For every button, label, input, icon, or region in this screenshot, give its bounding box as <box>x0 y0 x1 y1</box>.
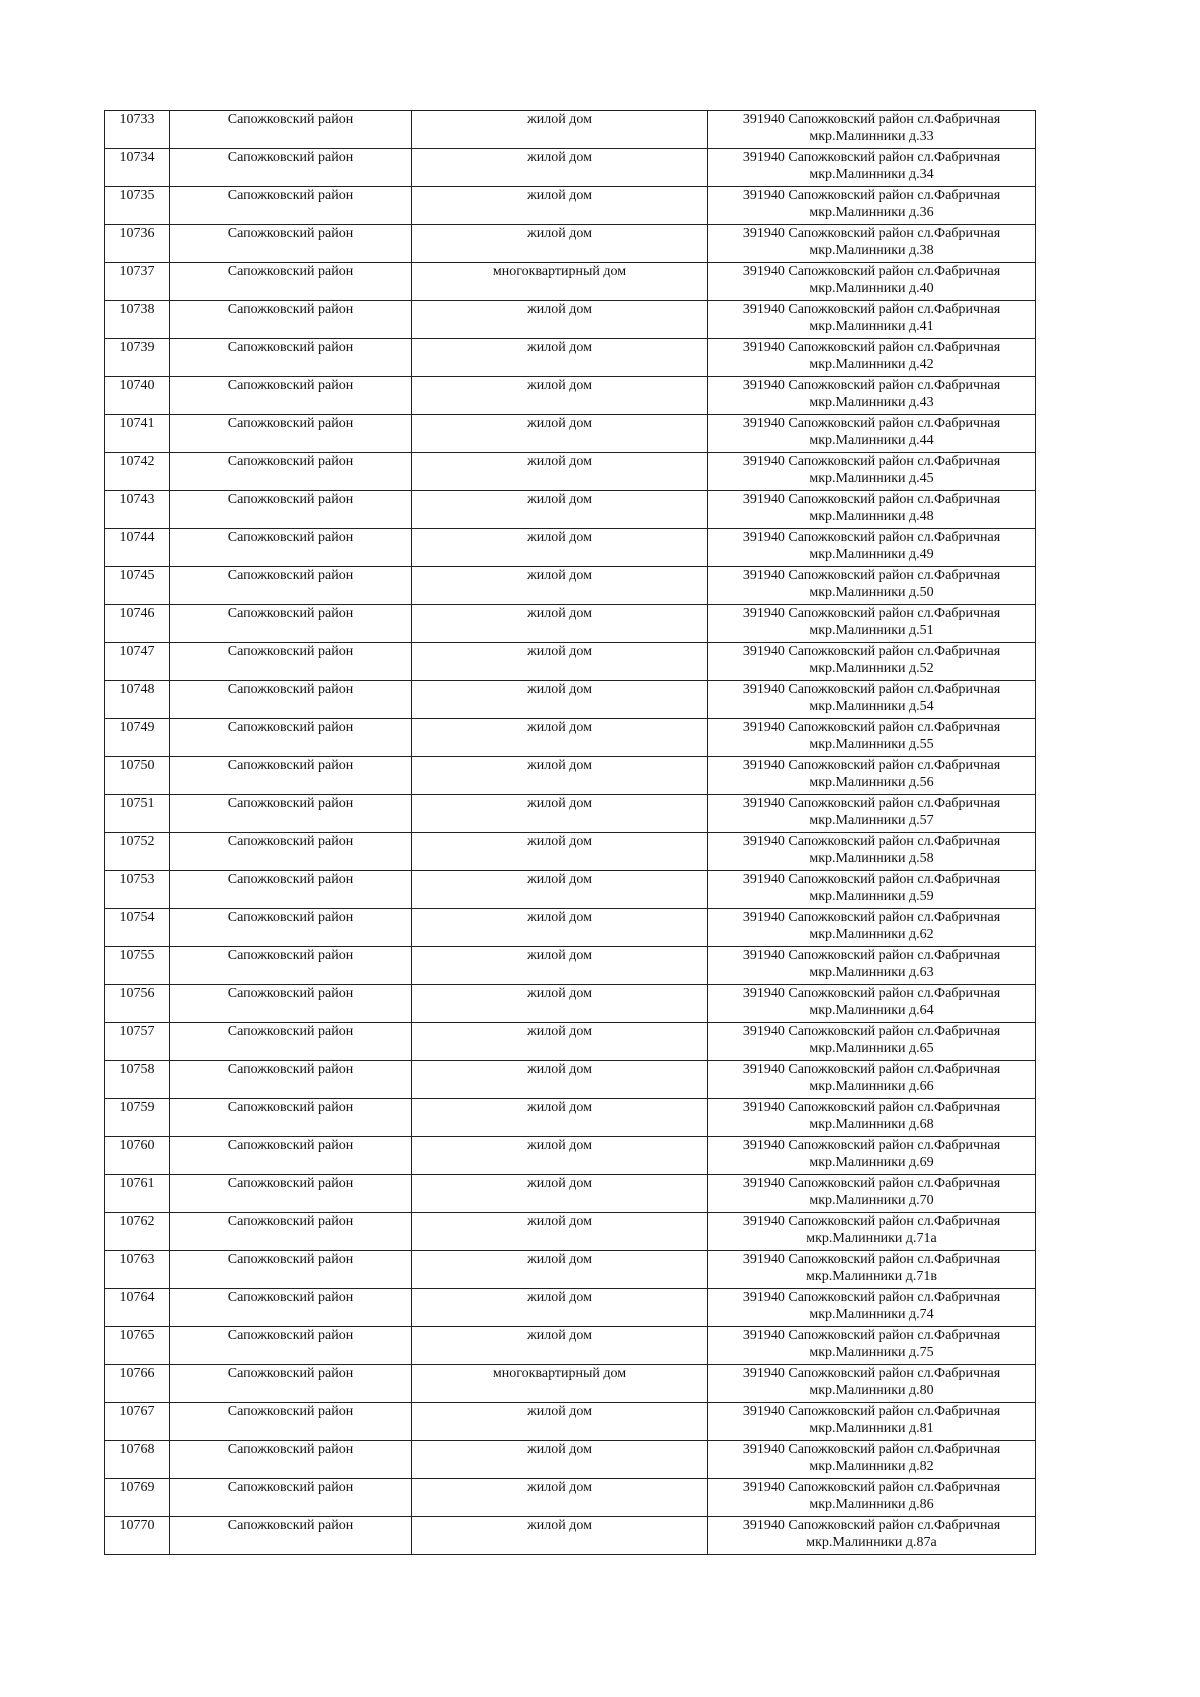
address-line-2: мкр.Малинники д.75 <box>809 1345 934 1360</box>
district-cell: Сапожковский район <box>170 529 412 567</box>
building-type-cell: жилой дом <box>412 1137 708 1175</box>
address-line-1: 391940 Сапожковский район сл.Фабричная <box>742 150 1001 165</box>
row-number-cell: 10749 <box>105 719 170 757</box>
address-line-2: мкр.Малинники д.62 <box>809 927 934 942</box>
district-cell: Сапожковский район <box>170 567 412 605</box>
row-number-cell: 10758 <box>105 1061 170 1099</box>
table-row <box>105 491 1036 529</box>
address-line-2: мкр.Малинники д.71а <box>806 1231 937 1246</box>
row-number-cell: 10735 <box>105 187 170 225</box>
row-number-cell: 10750 <box>105 757 170 795</box>
address-line-1: 391940 Сапожковский район сл.Фабричная <box>742 1518 1001 1533</box>
district-cell: Сапожковский район <box>170 111 412 149</box>
address-line-1: 391940 Сапожковский район сл.Фабричная <box>742 454 1001 469</box>
address-cell <box>708 1061 1036 1099</box>
address-line-1: 391940 Сапожковский район сл.Фабричная <box>742 1442 1001 1457</box>
district-cell: Сапожковский район <box>170 719 412 757</box>
building-type-cell: жилой дом <box>412 1061 708 1099</box>
table-row <box>105 301 1036 339</box>
address-line-1: 391940 Сапожковский район сл.Фабричная <box>742 986 1001 1001</box>
address-cell <box>708 377 1036 415</box>
address-line-2: мкр.Малинники д.69 <box>809 1155 934 1170</box>
table-row <box>105 909 1036 947</box>
district-cell: Сапожковский район <box>170 1099 412 1137</box>
row-number-cell: 10764 <box>105 1289 170 1327</box>
building-type-cell: жилой дом <box>412 491 708 529</box>
row-number-cell: 10743 <box>105 491 170 529</box>
row-number-cell: 10756 <box>105 985 170 1023</box>
table-row <box>105 1213 1036 1251</box>
row-number-cell: 10747 <box>105 643 170 681</box>
district-cell: Сапожковский район <box>170 1327 412 1365</box>
address-line-2: мкр.Малинники д.63 <box>809 965 934 980</box>
building-type-cell: жилой дом <box>412 567 708 605</box>
address-line-2: мкр.Малинники д.81 <box>809 1421 934 1436</box>
district-cell: Сапожковский район <box>170 491 412 529</box>
table-row <box>105 681 1036 719</box>
building-type-cell: жилой дом <box>412 339 708 377</box>
address-line-1: 391940 Сапожковский район сл.Фабричная <box>742 1328 1001 1343</box>
building-type-cell: жилой дом <box>412 985 708 1023</box>
address-cell <box>708 111 1036 149</box>
address-line-1: 391940 Сапожковский район сл.Фабричная <box>742 1214 1001 1229</box>
district-cell: Сапожковский район <box>170 833 412 871</box>
address-line-1: 391940 Сапожковский район сл.Фабричная <box>742 758 1001 773</box>
building-type-cell: жилой дом <box>412 1327 708 1365</box>
table-body <box>105 111 1036 1555</box>
address-line-2: мкр.Малинники д.50 <box>809 585 934 600</box>
row-number-cell: 10745 <box>105 567 170 605</box>
building-type-cell: жилой дом <box>412 1251 708 1289</box>
building-type-cell: жилой дом <box>412 643 708 681</box>
row-number-cell: 10755 <box>105 947 170 985</box>
address-line-1: 391940 Сапожковский район сл.Фабричная <box>742 416 1001 431</box>
address-line-1: 391940 Сапожковский район сл.Фабричная <box>742 872 1001 887</box>
table-row <box>105 1061 1036 1099</box>
row-number-cell: 10744 <box>105 529 170 567</box>
address-line-2: мкр.Малинники д.66 <box>809 1079 934 1094</box>
row-number-cell: 10767 <box>105 1403 170 1441</box>
address-line-2: мкр.Малинники д.70 <box>809 1193 934 1208</box>
table-row <box>105 1289 1036 1327</box>
table-row <box>105 415 1036 453</box>
address-line-2: мкр.Малинники д.54 <box>809 699 934 714</box>
address-cell <box>708 681 1036 719</box>
address-cell <box>708 1175 1036 1213</box>
address-cell <box>708 1327 1036 1365</box>
address-line-2: мкр.Малинники д.44 <box>809 433 934 448</box>
building-type-cell: жилой дом <box>412 1213 708 1251</box>
address-line-2: мкр.Малинники д.49 <box>809 547 934 562</box>
district-cell: Сапожковский район <box>170 1251 412 1289</box>
address-cell <box>708 1403 1036 1441</box>
table-row <box>105 757 1036 795</box>
address-line-1: 391940 Сапожковский район сл.Фабричная <box>742 606 1001 621</box>
address-line-1: 391940 Сапожковский район сл.Фабричная <box>742 302 1001 317</box>
table-row <box>105 187 1036 225</box>
address-line-1: 391940 Сапожковский район сл.Фабричная <box>742 682 1001 697</box>
row-number-cell: 10751 <box>105 795 170 833</box>
address-cell <box>708 985 1036 1023</box>
address-line-2: мкр.Малинники д.51 <box>809 623 934 638</box>
district-cell: Сапожковский район <box>170 149 412 187</box>
building-type-cell: жилой дом <box>412 415 708 453</box>
address-line-2: мкр.Малинники д.43 <box>809 395 934 410</box>
table-row <box>105 1403 1036 1441</box>
building-type-cell: жилой дом <box>412 909 708 947</box>
district-cell: Сапожковский район <box>170 377 412 415</box>
district-cell: Сапожковский район <box>170 263 412 301</box>
building-type-cell: жилой дом <box>412 111 708 149</box>
district-cell: Сапожковский район <box>170 225 412 263</box>
building-type-cell: жилой дом <box>412 1175 708 1213</box>
building-type-cell: жилой дом <box>412 301 708 339</box>
address-line-2: мкр.Малинники д.65 <box>809 1041 934 1056</box>
row-number-cell: 10763 <box>105 1251 170 1289</box>
building-type-cell: жилой дом <box>412 1479 708 1517</box>
table-row <box>105 1327 1036 1365</box>
address-line-2: мкр.Малинники д.80 <box>809 1383 934 1398</box>
address-line-1: 391940 Сапожковский район сл.Фабричная <box>742 1176 1001 1191</box>
address-cell <box>708 1099 1036 1137</box>
building-type-cell: жилой дом <box>412 1099 708 1137</box>
address-cell <box>708 453 1036 491</box>
address-line-1: 391940 Сапожковский район сл.Фабричная <box>742 1062 1001 1077</box>
table-row <box>105 1175 1036 1213</box>
building-type-cell: жилой дом <box>412 187 708 225</box>
table-row <box>105 377 1036 415</box>
table-row <box>105 225 1036 263</box>
address-line-1: 391940 Сапожковский район сл.Фабричная <box>742 1404 1001 1419</box>
table-row <box>105 263 1036 301</box>
address-line-1: 391940 Сапожковский район сл.Фабричная <box>742 1290 1001 1305</box>
address-line-2: мкр.Малинники д.56 <box>809 775 934 790</box>
table-row <box>105 1517 1036 1555</box>
address-line-1: 391940 Сапожковский район сл.Фабричная <box>742 1024 1001 1039</box>
building-type-cell: жилой дом <box>412 1441 708 1479</box>
table-row <box>105 453 1036 491</box>
address-cell <box>708 871 1036 909</box>
district-cell: Сапожковский район <box>170 871 412 909</box>
address-line-2: мкр.Малинники д.33 <box>809 129 934 144</box>
district-cell: Сапожковский район <box>170 1441 412 1479</box>
row-number-cell: 10740 <box>105 377 170 415</box>
district-cell: Сапожковский район <box>170 187 412 225</box>
address-line-2: мкр.Малинники д.55 <box>809 737 934 752</box>
row-number-cell: 10734 <box>105 149 170 187</box>
building-type-cell: жилой дом <box>412 719 708 757</box>
row-number-cell: 10736 <box>105 225 170 263</box>
address-line-1: 391940 Сапожковский район сл.Фабричная <box>742 796 1001 811</box>
address-cell <box>708 491 1036 529</box>
row-number-cell: 10752 <box>105 833 170 871</box>
table-row <box>105 529 1036 567</box>
address-line-1: 391940 Сапожковский район сл.Фабричная <box>742 188 1001 203</box>
address-cell <box>708 1289 1036 1327</box>
table-row <box>105 947 1036 985</box>
row-number-cell: 10733 <box>105 111 170 149</box>
building-type-cell: жилой дом <box>412 453 708 491</box>
district-cell: Сапожковский район <box>170 985 412 1023</box>
row-number-cell: 10766 <box>105 1365 170 1403</box>
row-number-cell: 10770 <box>105 1517 170 1555</box>
address-line-1: 391940 Сапожковский район сл.Фабричная <box>742 948 1001 963</box>
address-line-2: мкр.Малинники д.41 <box>809 319 934 334</box>
row-number-cell: 10746 <box>105 605 170 643</box>
address-line-2: мкр.Малинники д.74 <box>809 1307 934 1322</box>
table-row <box>105 985 1036 1023</box>
table-row <box>105 1137 1036 1175</box>
address-line-1: 391940 Сапожковский район сл.Фабричная <box>742 910 1001 925</box>
table-row <box>105 339 1036 377</box>
address-line-1: 391940 Сапожковский район сл.Фабричная <box>742 834 1001 849</box>
building-type-cell: жилой дом <box>412 529 708 567</box>
address-cell <box>708 415 1036 453</box>
address-line-2: мкр.Малинники д.68 <box>809 1117 934 1132</box>
building-type-cell: жилой дом <box>412 757 708 795</box>
district-cell: Сапожковский район <box>170 643 412 681</box>
address-cell <box>708 1251 1036 1289</box>
address-line-2: мкр.Малинники д.57 <box>809 813 934 828</box>
building-type-cell: жилой дом <box>412 833 708 871</box>
address-line-2: мкр.Малинники д.58 <box>809 851 934 866</box>
address-line-2: мкр.Малинники д.45 <box>809 471 934 486</box>
row-number-cell: 10762 <box>105 1213 170 1251</box>
table-row <box>105 1099 1036 1137</box>
district-cell: Сапожковский район <box>170 605 412 643</box>
address-line-1: 391940 Сапожковский район сл.Фабричная <box>742 1138 1001 1153</box>
address-line-1: 391940 Сапожковский район сл.Фабричная <box>742 530 1001 545</box>
district-cell: Сапожковский район <box>170 757 412 795</box>
table-row <box>105 1251 1036 1289</box>
district-cell: Сапожковский район <box>170 415 412 453</box>
row-number-cell: 10754 <box>105 909 170 947</box>
building-type-cell: жилой дом <box>412 377 708 415</box>
building-type-cell: жилой дом <box>412 605 708 643</box>
district-cell: Сапожковский район <box>170 1403 412 1441</box>
row-number-cell: 10738 <box>105 301 170 339</box>
building-type-cell: жилой дом <box>412 1403 708 1441</box>
address-cell <box>708 909 1036 947</box>
address-line-2: мкр.Малинники д.34 <box>809 167 934 182</box>
building-type-cell: многоквартирный дом <box>412 263 708 301</box>
address-cell <box>708 833 1036 871</box>
address-cell <box>708 1517 1036 1555</box>
address-line-1: 391940 Сапожковский район сл.Фабричная <box>742 1252 1001 1267</box>
district-cell: Сапожковский район <box>170 453 412 491</box>
building-type-cell: жилой дом <box>412 947 708 985</box>
table-row <box>105 111 1036 149</box>
address-cell <box>708 149 1036 187</box>
address-line-1: 391940 Сапожковский район сл.Фабричная <box>742 720 1001 735</box>
table-row <box>105 605 1036 643</box>
row-number-cell: 10759 <box>105 1099 170 1137</box>
address-cell <box>708 225 1036 263</box>
address-cell <box>708 1023 1036 1061</box>
building-type-cell: многоквартирный дом <box>412 1365 708 1403</box>
address-cell <box>708 567 1036 605</box>
address-cell <box>708 719 1036 757</box>
address-line-2: мкр.Малинники д.71в <box>806 1269 937 1284</box>
district-cell: Сапожковский район <box>170 1061 412 1099</box>
address-line-2: мкр.Малинники д.52 <box>809 661 934 676</box>
row-number-cell: 10769 <box>105 1479 170 1517</box>
table-row <box>105 795 1036 833</box>
address-cell <box>708 339 1036 377</box>
district-cell: Сапожковский район <box>170 339 412 377</box>
address-cell <box>708 643 1036 681</box>
address-line-2: мкр.Малинники д.48 <box>809 509 934 524</box>
address-cell <box>708 795 1036 833</box>
table-row <box>105 1023 1036 1061</box>
row-number-cell: 10748 <box>105 681 170 719</box>
address-line-2: мкр.Малинники д.42 <box>809 357 934 372</box>
address-cell <box>708 605 1036 643</box>
district-cell: Сапожковский район <box>170 947 412 985</box>
table-row <box>105 871 1036 909</box>
address-line-2: мкр.Малинники д.64 <box>809 1003 934 1018</box>
building-type-cell: жилой дом <box>412 1023 708 1061</box>
district-cell: Сапожковский район <box>170 1023 412 1061</box>
address-cell <box>708 1441 1036 1479</box>
row-number-cell: 10757 <box>105 1023 170 1061</box>
row-number-cell: 10761 <box>105 1175 170 1213</box>
address-line-2: мкр.Малинники д.40 <box>809 281 934 296</box>
address-line-2: мкр.Малинники д.82 <box>809 1459 934 1474</box>
address-line-1: 391940 Сапожковский район сл.Фабричная <box>742 1100 1001 1115</box>
address-cell <box>708 947 1036 985</box>
row-number-cell: 10741 <box>105 415 170 453</box>
address-line-2: мкр.Малинники д.59 <box>809 889 934 904</box>
building-type-cell: жилой дом <box>412 149 708 187</box>
building-type-cell: жилой дом <box>412 1289 708 1327</box>
building-type-cell: жилой дом <box>412 225 708 263</box>
table-row <box>105 833 1036 871</box>
address-line-2: мкр.Малинники д.87а <box>806 1535 937 1550</box>
row-number-cell: 10768 <box>105 1441 170 1479</box>
address-cell <box>708 1137 1036 1175</box>
row-number-cell: 10739 <box>105 339 170 377</box>
row-number-cell: 10742 <box>105 453 170 491</box>
row-number-cell: 10765 <box>105 1327 170 1365</box>
address-line-1: 391940 Сапожковский район сл.Фабричная <box>742 644 1001 659</box>
housing-registry-table <box>104 110 1036 1555</box>
row-number-cell: 10737 <box>105 263 170 301</box>
district-cell: Сапожковский район <box>170 1213 412 1251</box>
address-cell <box>708 187 1036 225</box>
table-row <box>105 1365 1036 1403</box>
address-cell <box>708 529 1036 567</box>
district-cell: Сапожковский район <box>170 301 412 339</box>
address-line-1: 391940 Сапожковский район сл.Фабричная <box>742 226 1001 241</box>
district-cell: Сапожковский район <box>170 909 412 947</box>
building-type-cell: жилой дом <box>412 681 708 719</box>
address-line-1: 391940 Сапожковский район сл.Фабричная <box>742 1480 1001 1495</box>
table-row <box>105 567 1036 605</box>
district-cell: Сапожковский район <box>170 795 412 833</box>
address-line-1: 391940 Сапожковский район сл.Фабричная <box>742 492 1001 507</box>
address-line-1: 391940 Сапожковский район сл.Фабричная <box>742 1366 1001 1381</box>
address-line-1: 391940 Сапожковский район сл.Фабричная <box>742 264 1001 279</box>
address-cell <box>708 263 1036 301</box>
district-cell: Сапожковский район <box>170 1289 412 1327</box>
address-line-2: мкр.Малинники д.38 <box>809 243 934 258</box>
address-line-1: 391940 Сапожковский район сл.Фабричная <box>742 568 1001 583</box>
address-cell <box>708 757 1036 795</box>
table-row <box>105 643 1036 681</box>
address-line-2: мкр.Малинники д.86 <box>809 1497 934 1512</box>
building-type-cell: жилой дом <box>412 871 708 909</box>
table-row <box>105 1441 1036 1479</box>
address-cell <box>708 301 1036 339</box>
district-cell: Сапожковский район <box>170 1175 412 1213</box>
address-cell <box>708 1479 1036 1517</box>
district-cell: Сапожковский район <box>170 1517 412 1555</box>
district-cell: Сапожковский район <box>170 1479 412 1517</box>
district-cell: Сапожковский район <box>170 681 412 719</box>
address-cell <box>708 1213 1036 1251</box>
row-number-cell: 10760 <box>105 1137 170 1175</box>
address-line-1: 391940 Сапожковский район сл.Фабричная <box>742 378 1001 393</box>
address-line-1: 391940 Сапожковский район сл.Фабричная <box>742 340 1001 355</box>
address-line-1: 391940 Сапожковский район сл.Фабричная <box>742 112 1001 127</box>
address-cell <box>708 1365 1036 1403</box>
table-row <box>105 149 1036 187</box>
table-row <box>105 1479 1036 1517</box>
address-line-2: мкр.Малинники д.36 <box>809 205 934 220</box>
district-cell: Сапожковский район <box>170 1365 412 1403</box>
building-type-cell: жилой дом <box>412 1517 708 1555</box>
table-row <box>105 719 1036 757</box>
building-type-cell: жилой дом <box>412 795 708 833</box>
row-number-cell: 10753 <box>105 871 170 909</box>
district-cell: Сапожковский район <box>170 1137 412 1175</box>
